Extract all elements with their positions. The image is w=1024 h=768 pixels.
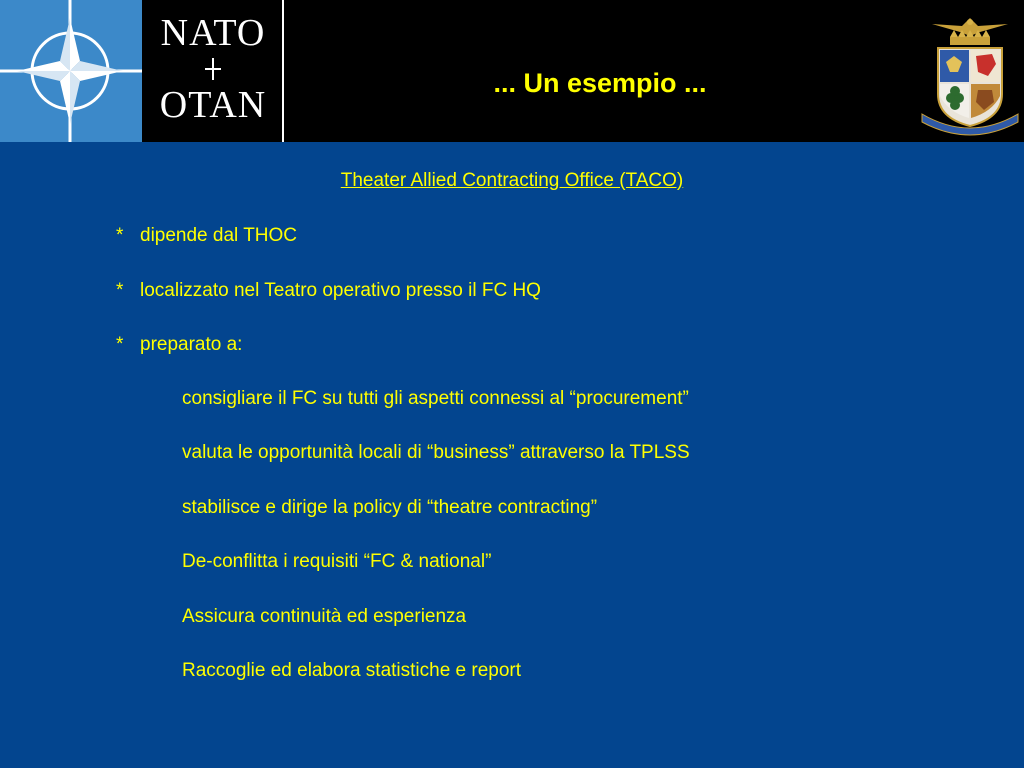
sub-item: De-conflitta i requisiti “FC & national” <box>182 551 492 572</box>
bullet-text: localizzato nel Teatro operativo presso il FC HQ <box>140 280 541 301</box>
bullet-marker: * <box>116 280 124 301</box>
nato-emblem-panel <box>0 0 142 142</box>
sub-item: consigliare il FC su tutti gli aspetti connessi al “procurement” <box>182 388 689 409</box>
sub-item: valuta le opportunità locali di “business” attraverso la TPLSS <box>182 442 690 463</box>
otan-logo-text: OTAN <box>159 84 267 126</box>
slide-title: ... Un esempio ... <box>493 68 707 98</box>
bullet-item <box>116 333 242 357</box>
section-heading: Theater Allied Contracting Office (TACO) <box>340 170 684 191</box>
nato-logo-divider-cross <box>205 68 221 70</box>
nato-logo-text: NATO <box>160 12 266 54</box>
sub-item: Raccoglie ed elabora statistiche e report <box>182 660 522 681</box>
nato-logo-separator <box>282 0 284 142</box>
crest-motif-clover-4 <box>950 100 960 110</box>
crest-eagle-head <box>967 19 973 25</box>
bullet-marker: * <box>116 334 124 355</box>
nato-compass-star-icon <box>0 0 142 142</box>
sub-item: stabilisce e dirige la policy di “theatre contracting” <box>182 497 598 518</box>
sub-item: Assicura continuità ed esperienza <box>182 606 467 627</box>
crest-crown-band <box>950 37 990 45</box>
bullet-item <box>116 224 297 248</box>
nato-logo <box>0 0 286 142</box>
air-force-crest-drawing <box>918 10 1022 136</box>
air-force-crest-icon <box>918 10 1022 136</box>
bullet-item <box>116 279 541 303</box>
bullet-marker: * <box>116 225 124 246</box>
bullet-text: preparato a: <box>140 334 243 355</box>
crest-motif-clover-3 <box>950 86 960 96</box>
bullet-text: dipende dal THOC <box>140 225 298 246</box>
slide-body <box>0 142 1024 768</box>
header-bar <box>0 0 1024 142</box>
crest-crown-points <box>950 30 990 37</box>
